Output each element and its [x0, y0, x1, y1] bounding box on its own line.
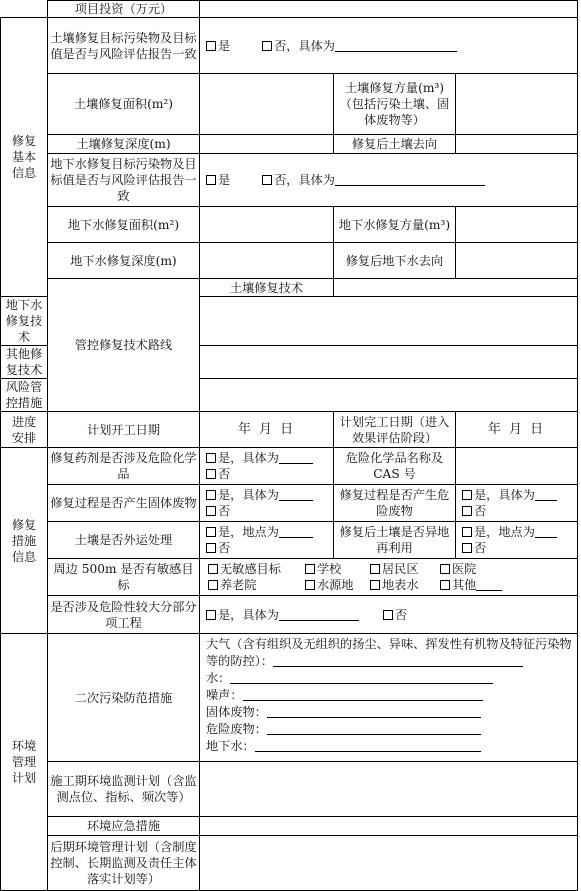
yes-option[interactable]: [462, 524, 575, 540]
hazardous-input[interactable]: [267, 722, 481, 735]
specify-input[interactable]: [279, 488, 313, 501]
water-line: [206, 670, 575, 687]
gw-destination-field[interactable]: [456, 243, 578, 279]
option-label: 养老院: [220, 578, 257, 592]
solid-line: [206, 704, 575, 721]
yes-label: 是: [218, 173, 231, 187]
no-label: 否: [218, 467, 231, 481]
option-label: 医院: [452, 562, 477, 576]
checkbox-icon[interactable]: [208, 580, 218, 590]
checkbox-icon[interactable]: [383, 610, 393, 620]
table-row: [1, 135, 578, 154]
other-tech-field[interactable]: [200, 346, 578, 379]
no-label: 否: [218, 541, 231, 555]
specify-input[interactable]: [279, 451, 313, 464]
table-row: [1, 485, 578, 522]
checkbox-icon[interactable]: [206, 527, 216, 537]
soil-destination-field[interactable]: [456, 135, 578, 154]
groundwater-label: 地下水：: [206, 739, 255, 753]
emergency-label: 环境应急措施: [48, 817, 200, 836]
air-text: 大气（含有组织及无组织的扬尘、异味、挥发性有机物及特征污染物等的防控）：: [206, 637, 572, 668]
specify-input[interactable]: [535, 488, 557, 501]
emergency-field[interactable]: [200, 817, 578, 836]
solid-label: 固体废物：: [206, 705, 267, 719]
soil-depth-field[interactable]: [200, 135, 334, 154]
option-surface-water[interactable]: [370, 577, 440, 593]
table-row: [1, 522, 578, 559]
gw-depth-label: 地下水修复深度(m): [48, 243, 200, 279]
offsite-reuse-options: [456, 522, 578, 559]
high-risk-options: [200, 596, 578, 634]
soil-target-label: 土壤修复目标污染物及目标值是否与风险评估报告一致: [48, 18, 200, 74]
yes-specify-label: 是，具体为: [218, 451, 279, 465]
yes-label: 是: [218, 38, 231, 53]
transport-options: [200, 522, 334, 559]
table-row: [1, 559, 578, 596]
hazchem-name-field[interactable]: [456, 448, 578, 485]
table-row: [1, 74, 578, 135]
noise-line: [206, 687, 575, 704]
solid-waste-options: [200, 485, 334, 522]
soil-tech-field[interactable]: [334, 279, 578, 297]
option-label: 水源地: [317, 578, 354, 592]
checkbox-icon[interactable]: [262, 41, 272, 51]
table-row: [1, 243, 578, 279]
option-water-source[interactable]: [305, 577, 370, 593]
option-label: 学校: [317, 562, 342, 576]
no-label: 否: [474, 541, 487, 555]
no-option[interactable]: [383, 608, 407, 622]
groundwater-input[interactable]: [255, 739, 481, 752]
plan-start-label: 计划开工日期: [48, 412, 200, 448]
checkbox-icon[interactable]: [206, 469, 216, 479]
no-option[interactable]: [206, 540, 331, 556]
no-option[interactable]: [206, 466, 331, 482]
noise-label: 噪声：: [206, 688, 243, 702]
checkbox-icon[interactable]: [370, 564, 380, 574]
solid-waste-label: 修复过程是否产生固体废物: [48, 485, 200, 522]
yes-location-label: 是，地点为: [474, 525, 535, 539]
air-label: [206, 636, 575, 670]
option-school[interactable]: [305, 561, 370, 577]
location-input[interactable]: [279, 525, 313, 538]
plan-start-date[interactable]: 年 月 日: [200, 412, 334, 448]
no-option[interactable]: [462, 503, 575, 519]
no-label: 否: [394, 607, 407, 622]
noise-input[interactable]: [243, 688, 483, 701]
checkbox-icon[interactable]: [206, 506, 216, 516]
yes-option[interactable]: [206, 524, 331, 540]
offsite-reuse-label: 修复后土壤是否异地再利用: [334, 522, 456, 559]
plan-finish-label: 计划完工日期（进入效果评估阶段）: [334, 412, 456, 448]
haz-waste-label: 修复过程是否产生危险废物: [334, 485, 456, 522]
gw-tech-field[interactable]: [200, 297, 578, 346]
option-label: 其他: [452, 578, 477, 592]
hazardous-line: [206, 721, 575, 738]
gw-volume-label: 地下水修复方量(m³): [334, 207, 456, 243]
table-row: [1, 634, 578, 762]
solid-input[interactable]: [267, 705, 481, 718]
category-schedule: 进度安排: [1, 412, 48, 448]
no-option[interactable]: [206, 503, 331, 519]
checkbox-icon[interactable]: [206, 453, 216, 463]
yes-option[interactable]: [462, 487, 575, 503]
yes-option[interactable]: [206, 173, 230, 187]
gw-volume-field[interactable]: [456, 207, 578, 243]
no-option[interactable]: [462, 540, 575, 556]
agent-hazardous-label: 修复药剂是否涉及危险化学品: [48, 448, 200, 485]
no-label: 否: [218, 504, 231, 518]
yes-specify-label: 是，具体为: [474, 488, 535, 502]
yes-location-label: 是，地点为: [218, 525, 279, 539]
table-row: [1, 18, 578, 74]
yes-specify-label: 是，具体为: [218, 488, 279, 502]
monitoring-plan-field[interactable]: [200, 762, 578, 817]
soil-volume-label: 土壤修复方量(m³)（包括污染土壤、固体废物等）: [334, 74, 456, 135]
yes-option[interactable]: [206, 450, 331, 466]
soil-volume-field[interactable]: [456, 74, 578, 135]
sensitive-options: [200, 559, 578, 596]
option-hospital[interactable]: [440, 562, 476, 576]
air-input[interactable]: [273, 654, 523, 667]
soil-depth-label: 土壤修复深度(m): [48, 135, 200, 154]
specify-input[interactable]: [335, 39, 457, 52]
checkbox-icon[interactable]: [206, 175, 216, 185]
gw-destination-label: 修复后地下水去向: [334, 243, 456, 279]
no-label: 否: [474, 504, 487, 518]
checkbox-icon[interactable]: [206, 41, 216, 51]
risk-control-field[interactable]: [200, 379, 578, 412]
soil-target-options: [200, 18, 578, 74]
option-other[interactable]: [440, 578, 502, 592]
checkbox-icon[interactable]: [305, 580, 315, 590]
soil-area-label: 土壤修复面积(m²): [48, 74, 200, 135]
checkbox-icon[interactable]: [206, 610, 216, 620]
risk-control-label: 风险管控措施: [1, 379, 48, 412]
checkbox-icon[interactable]: [440, 564, 450, 574]
table-row: [1, 154, 578, 207]
yes-option[interactable]: [206, 39, 230, 53]
option-label: 居民区: [382, 562, 419, 576]
project-investment-label: 项目投资（万元）: [48, 1, 200, 18]
water-label: 水：: [206, 671, 231, 685]
checkbox-icon[interactable]: [206, 490, 216, 500]
category-env-plan: 环境管理计划: [1, 634, 48, 891]
checkbox-icon[interactable]: [206, 543, 216, 553]
category-repair-basic: 修复基本信息: [1, 18, 48, 297]
monitoring-plan-label: 施工期环境监测计划（含监测点位、指标、频次等）: [48, 762, 200, 817]
checkbox-icon[interactable]: [440, 580, 450, 590]
other-tech-label: 其他修复技术: [1, 346, 48, 379]
checkbox-icon[interactable]: [462, 527, 472, 537]
specify-input[interactable]: [279, 608, 359, 621]
secondary-pollution-field: [200, 634, 578, 762]
table-row: [1, 762, 578, 817]
other-input[interactable]: [476, 578, 502, 591]
gw-target-options: [200, 154, 578, 207]
option-residential[interactable]: [370, 561, 440, 577]
haz-waste-options: [456, 485, 578, 522]
table-row: [1, 1, 578, 18]
no-specify-label: 否，具体为: [274, 173, 335, 187]
option-nursing[interactable]: [208, 577, 305, 593]
high-risk-label: 是否涉及危险性较大分部分项工程: [48, 596, 200, 634]
plan-finish-date[interactable]: 年 月 日: [456, 412, 578, 448]
water-input[interactable]: [230, 671, 493, 684]
table-row: [1, 279, 578, 297]
checkbox-icon[interactable]: [462, 506, 472, 516]
post-plan-field[interactable]: [200, 836, 578, 891]
category-tech-route: 管控修复技术路线: [48, 279, 200, 412]
gw-tech-label: 地下水修复技术: [1, 297, 48, 346]
checkbox-icon[interactable]: [305, 564, 315, 574]
transport-label: 土壤是否外运处理: [48, 522, 200, 559]
soil-area-field[interactable]: [200, 74, 334, 135]
soil-destination-label: 修复后土壤去向: [334, 135, 456, 154]
specify-input[interactable]: [335, 173, 485, 186]
table-row: [1, 412, 578, 448]
no-option[interactable]: [262, 173, 485, 187]
option-no-sensitive[interactable]: [208, 561, 305, 577]
checkbox-icon[interactable]: [462, 490, 472, 500]
groundwater-line: [206, 738, 575, 755]
option-label: 地表水: [382, 578, 419, 592]
table-row: [1, 448, 578, 485]
sensitive-label: 周边 500m 是否有敏感目标: [48, 559, 200, 596]
hazardous-label: 危险废物：: [206, 722, 267, 736]
checkbox-icon[interactable]: [370, 580, 380, 590]
soil-tech-label: 土壤修复技术: [200, 279, 334, 297]
table-row: [1, 836, 578, 891]
checkbox-icon[interactable]: [262, 175, 272, 185]
gw-depth-field[interactable]: [200, 243, 334, 279]
no-option[interactable]: [262, 39, 457, 53]
checkbox-icon[interactable]: [462, 543, 472, 553]
gw-target-label: 地下水修复目标污染物及目标值是否与风险评估报告一致: [48, 154, 200, 207]
yes-specify-label: 是，具体为: [218, 607, 279, 622]
gw-area-label: 地下水修复面积(m²): [48, 207, 200, 243]
table-row: [1, 596, 578, 634]
gw-area-field[interactable]: [200, 207, 334, 243]
post-plan-label: 后期环境管理计划（含制度控制、长期监测及责任主体落实计划等）: [48, 836, 200, 891]
yes-option[interactable]: [206, 487, 331, 503]
hazchem-name-label: 危险化学品名称及 CAS 号: [334, 448, 456, 485]
secondary-pollution-label: 二次污染防范措施: [48, 634, 200, 762]
table-row: [1, 207, 578, 243]
yes-option[interactable]: [206, 608, 359, 622]
blank-cell: [1, 1, 48, 18]
agent-hazardous-options: [200, 448, 334, 485]
category-measures: 修复措施信息: [1, 448, 48, 634]
no-specify-label: 否，具体为: [274, 38, 335, 53]
option-label: 无敏感目标: [220, 562, 281, 576]
location-input[interactable]: [535, 525, 557, 538]
project-investment-field[interactable]: [200, 1, 578, 18]
checkbox-icon[interactable]: [208, 564, 218, 574]
table-row: [1, 817, 578, 836]
